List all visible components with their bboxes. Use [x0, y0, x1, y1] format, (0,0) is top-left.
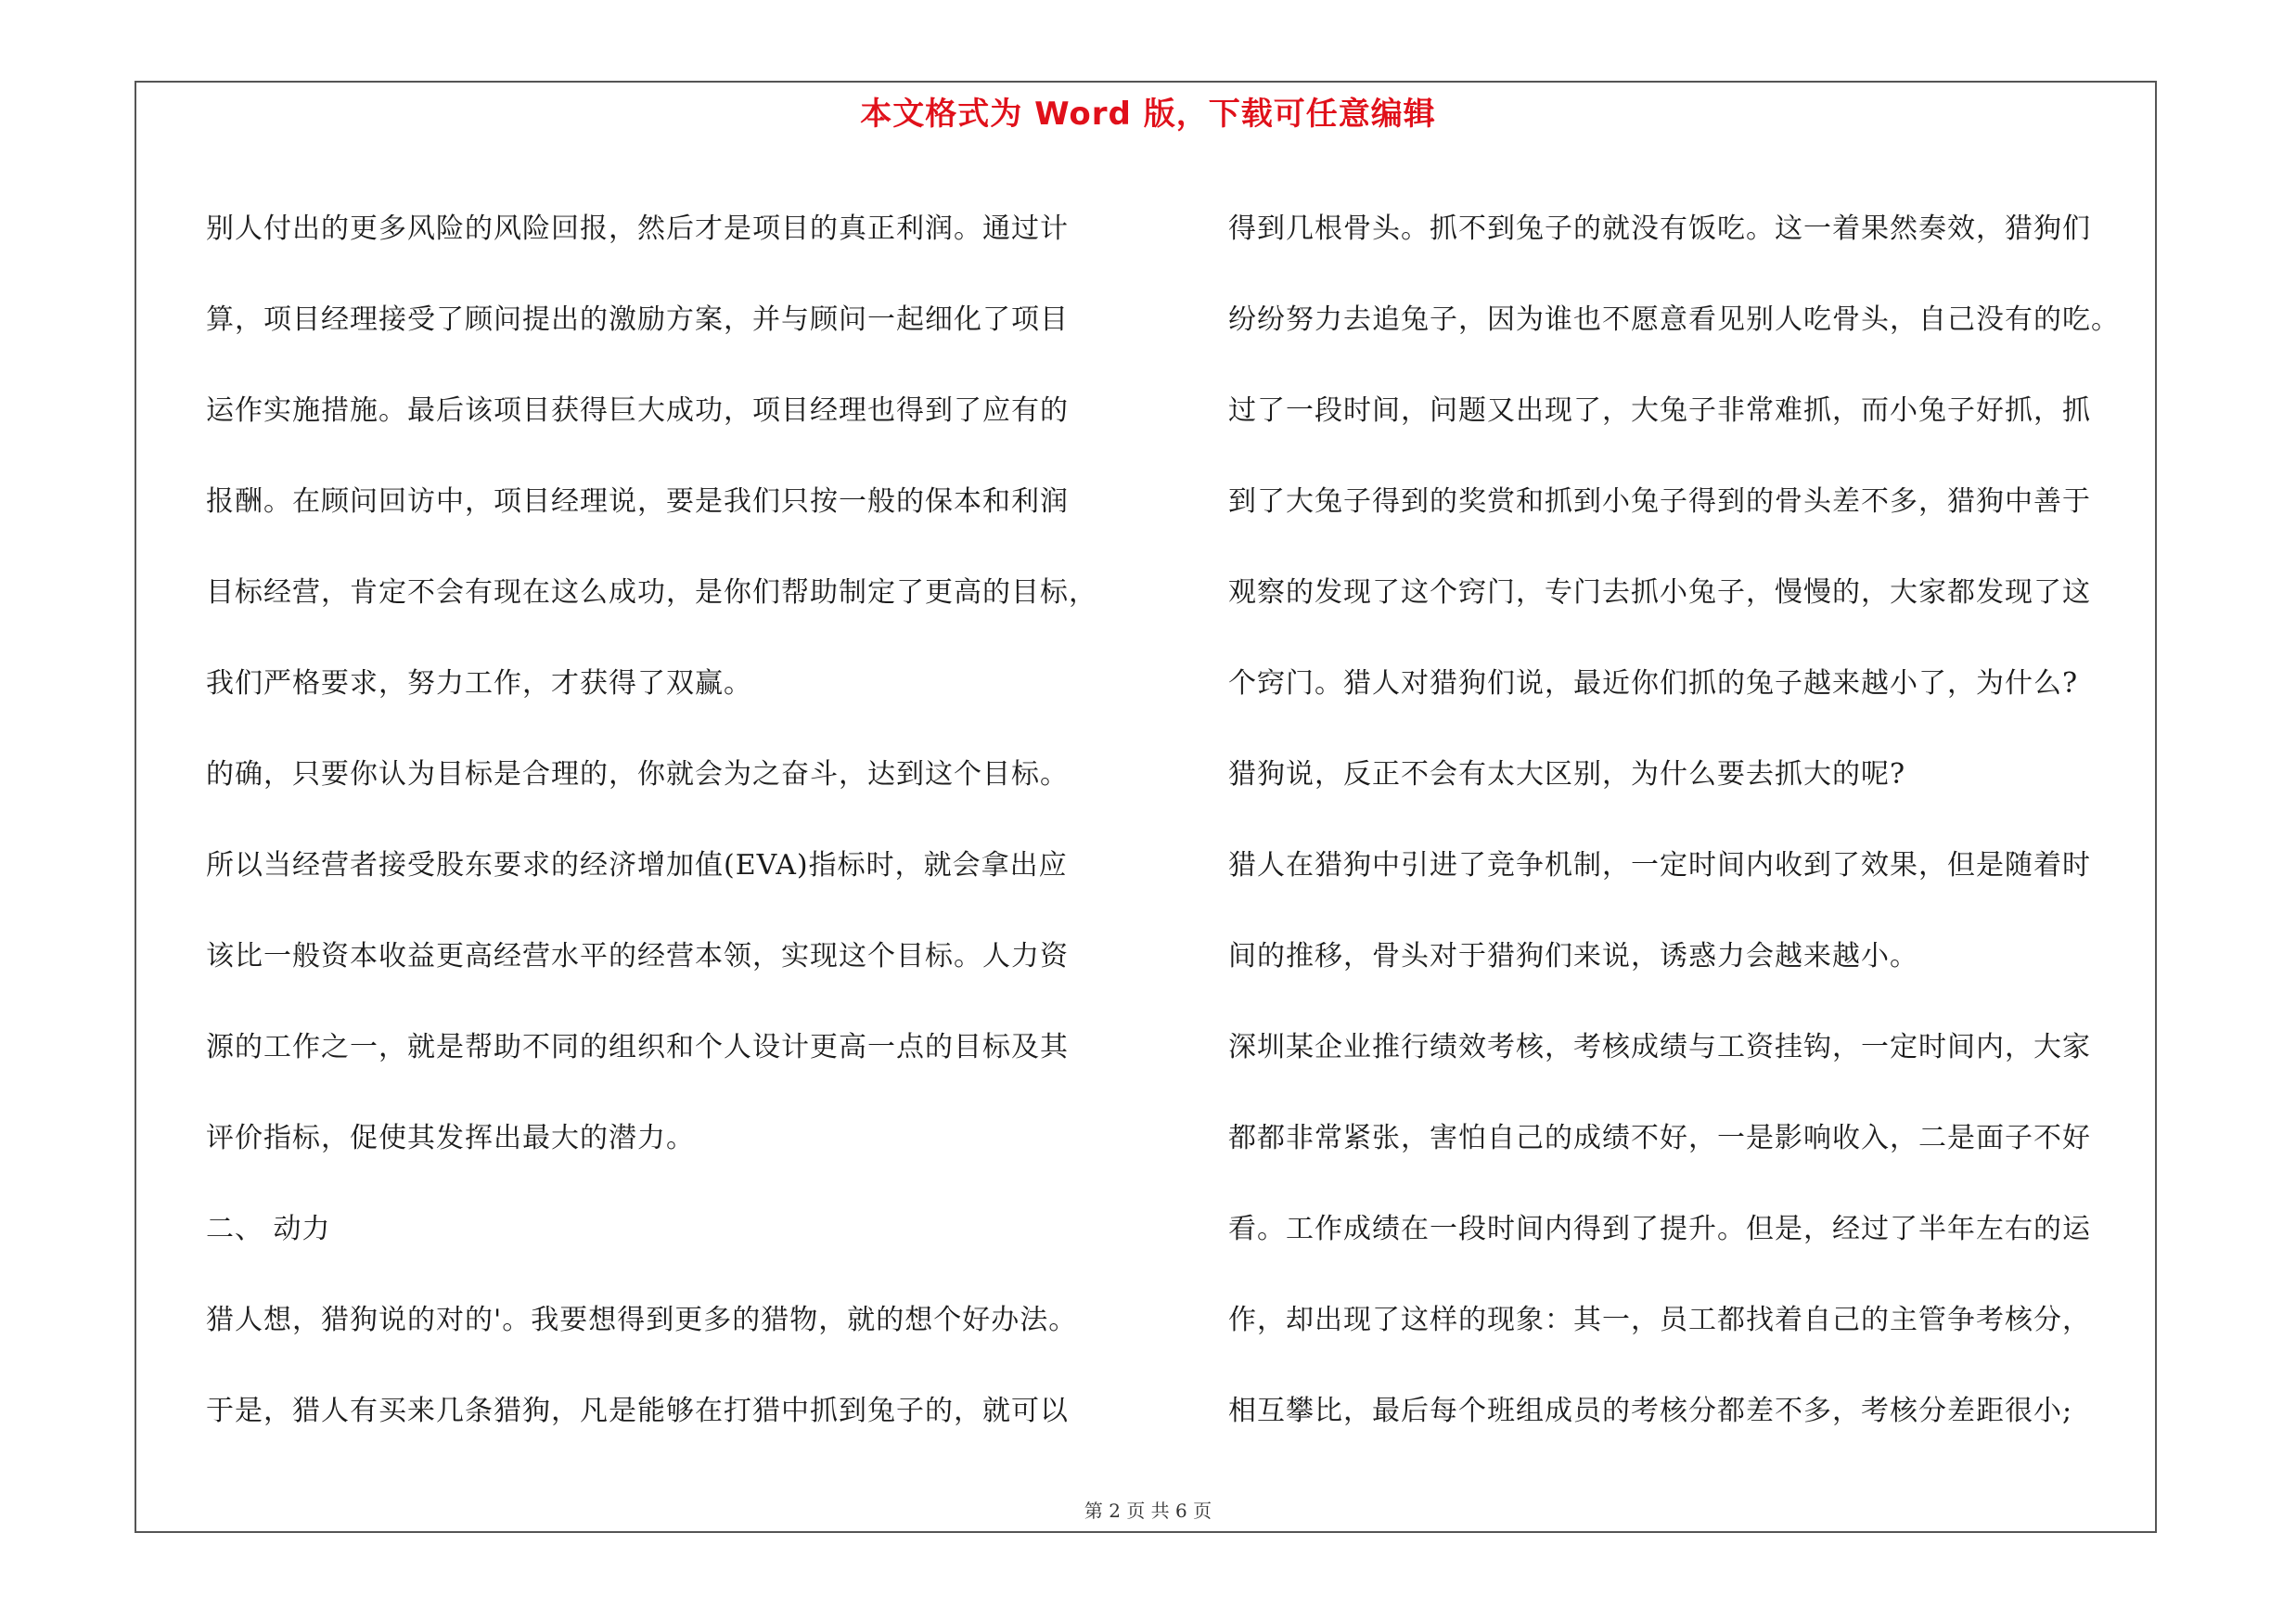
text-line: 于是，猎人有买来几条猎狗，凡是能够在打猎中抓到兔子的，就可以	[206, 1395, 1069, 1427]
text-line: 评价指标，促使其发挥出最大的潜力。	[206, 1122, 695, 1154]
left-column	[206, 184, 1138, 1457]
text-line: 作，却出现了这样的现象：其一，员工都找着自己的主管争考核分，	[1228, 1304, 2091, 1336]
text-line: 观察的发现了这个窍门，专门去抓小兔子，慢慢的，大家都发现了这	[1228, 576, 2091, 609]
text-line: 运作实施措施。最后该项目获得巨大成功，项目经理也得到了应有的	[206, 394, 1069, 427]
text-line: 深圳某企业推行绩效考核，考核成绩与工资挂钩，一定时间内，大家	[1228, 1031, 2091, 1063]
text-line: 该比一般资本收益更高经营水平的经营本领，实现这个目标。人力资	[206, 940, 1069, 973]
text-line: 报酬。在顾问回访中，项目经理说，要是我们只按一般的保本和利润	[206, 485, 1069, 518]
text-line: 算，项目经理接受了顾问提出的激励方案，并与顾问一起细化了项目	[206, 303, 1069, 336]
header-banner: 本文格式为 Word 版，下载可任意编辑	[860, 96, 1436, 133]
text-line: 猎人想，猎狗说的对的'。我要想得到更多的猎物，就的想个好办法。	[206, 1304, 1078, 1336]
text-line: 个窍门。猎人对猎狗们说，最近你们抓的兔子越来越小了，为什么?	[1228, 667, 2079, 700]
text-line: 得到几根骨头。抓不到兔子的就没有饭吃。这一着果然奏效，猎狗们	[1228, 213, 2091, 245]
text-line: 到了大兔子得到的奖赏和抓到小兔子得到的骨头差不多，猎狗中善于	[1228, 485, 2091, 518]
page-number-footer: 第 2 页 共 6 页	[1084, 1500, 1212, 1522]
text-line: 我们严格要求，努力工作，才获得了双赢。	[206, 667, 752, 700]
text-line: 别人付出的更多风险的风险回报，然后才是项目的真正利润。通过计	[206, 213, 1069, 245]
text-line: 猎狗说，反正不会有太大区别，为什么要去抓大的呢?	[1228, 758, 1906, 791]
right-column	[1228, 184, 2161, 1457]
text-line: 源的工作之一，就是帮助不同的组织和个人设计更高一点的目标及其	[206, 1031, 1069, 1063]
text-line: 相互攀比，最后每个班组成员的考核分都差不多，考核分差距很小;	[1228, 1395, 2073, 1427]
text-line: 过了一段时间，问题又出现了，大兔子非常难抓，而小兔子好抓，抓	[1228, 394, 2091, 427]
text-line: 纷纷努力去追兔子，因为谁也不愿意看见别人吃骨头，自己没有的吃。	[1228, 303, 2120, 336]
section-heading: 二、 动力	[206, 1213, 331, 1245]
text-line: 目标经营，肯定不会有现在这么成功，是你们帮助制定了更高的目标，	[206, 576, 1097, 609]
text-line: 所以当经营者接受股东要求的经济增加值(EVA)指标时，就会拿出应	[206, 849, 1068, 882]
text-line: 看。工作成绩在一段时间内得到了提升。但是，经过了半年左右的运	[1228, 1213, 2091, 1245]
text-line: 间的推移，骨头对于猎狗们来说，诱惑力会越来越小。	[1228, 940, 1918, 973]
text-line: 的确，只要你认为目标是合理的，你就会为之奋斗，达到这个目标。	[206, 758, 1069, 791]
text-line: 都都非常紧张，害怕自己的成绩不好，一是影响收入，二是面子不好	[1228, 1122, 2091, 1154]
text-line: 猎人在猎狗中引进了竞争机制，一定时间内收到了效果，但是随着时	[1228, 849, 2091, 882]
